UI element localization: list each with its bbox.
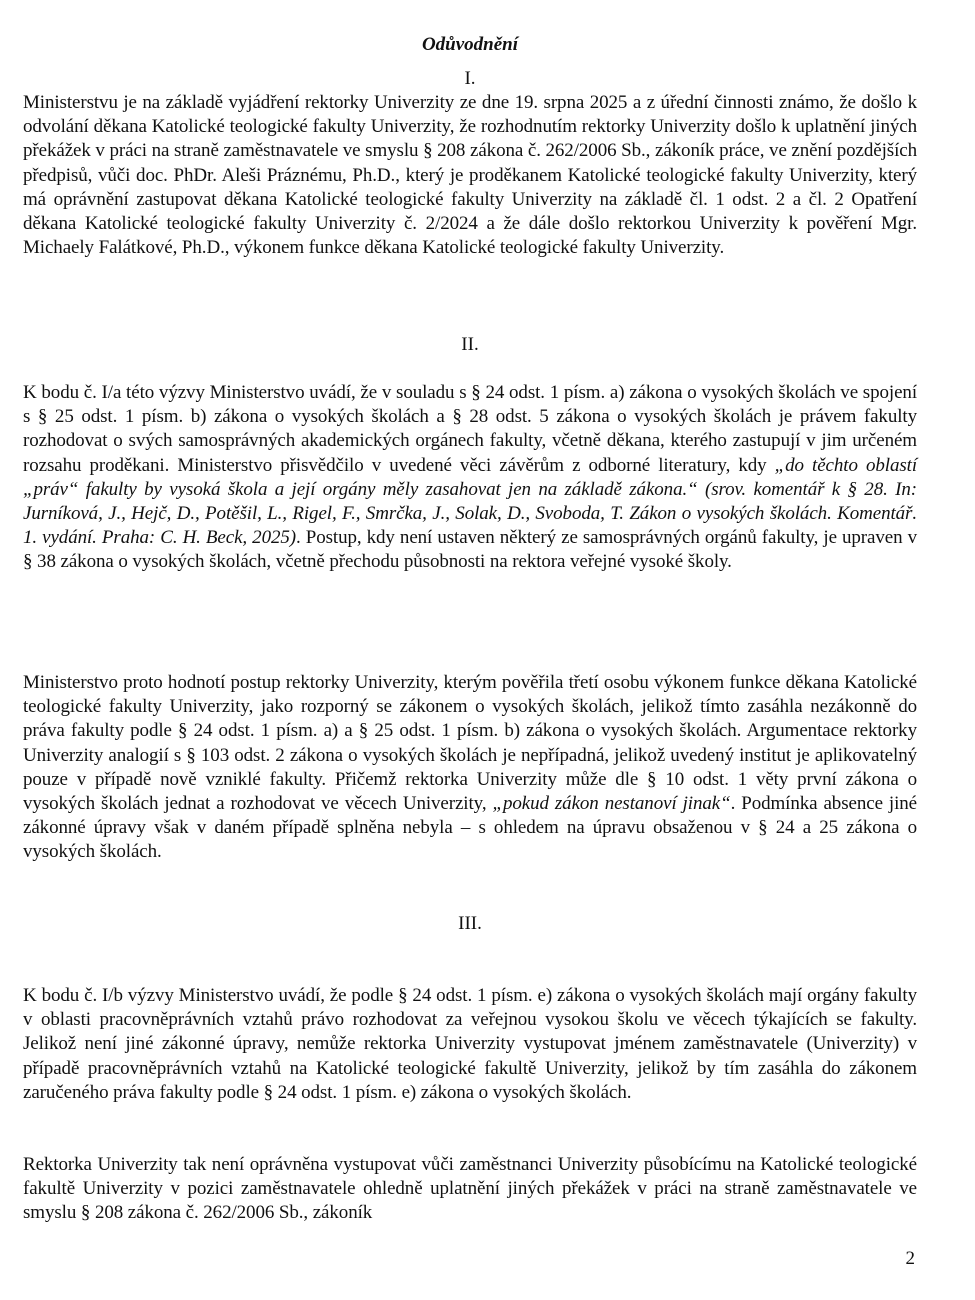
section-2-paragraph-2 <box>23 671 917 865</box>
section-numeral-3: III. <box>458 913 482 934</box>
section-numeral-2: II. <box>461 334 479 355</box>
paragraph-text: K bodu č. I/a této výzvy Ministerstvo uvádí, že v souladu s § 24 odst. 1 písm. a) zákona o vysokých školách ve spojení s § 25 odst. 1 písm. b) zákona o vysokých školách a § 28 odst. 5 zákona o vysokých školách je právem fakulty rozhodovat o svých samosprávných akademických orgánech fakulty, včetně děkana, kterého zastupují v jim určeném rozsahu proděkani. Ministerstvo přisvědčilo v uvedené věci závěrům z odborné literatury, kdy <box>23 382 917 476</box>
paragraph-text: Ministerstvo proto hodnotí postup rektorky Univerzity, kterým pověřila třetí osobu výkonem funkce děkana Katolické teologické fakulty Univerzity, jako rozporný se zákonem o vysokých školách, jelikož tímto zasáhla nezákonně do práva fakulty podle § 24 odst. 1 písm. a) a § 25 odst. 1 písm. b) zákona o vysokých školách. Argumentace rektorky Univerzity analogií s § 103 odst. 2 zákona o vysokých školách je nepřípadná, jelikož uvedený institut je aplikovatelný pouze v případě nově vzniklé fakulty. Přičemž rektorka Univerzity může dle § 10 odst. 1 věty první zákona o vysokých školách jednat a rozhodovat ve věcech Univerzity, <box>23 672 917 815</box>
section-numeral-1: I. <box>464 68 476 89</box>
paragraph-text: K bodu č. I/b výzvy Ministerstvo uvádí, že podle § 24 odst. 1 písm. e) zákona o vysokých školách mají orgány fakulty v oblasti pracovněprávních vztahů právo rozhodovat za veřejnou vysokou školu ve věcech týkajících se fakulty. Jelikož není jiné zákonné úpravy, nemůže rektorka Univerzity vystupovat jménem zaměstnavatele (Univerzity) v případě pracovněprávních vztahů na Katolické teologické fakultě Univerzity, jelikož by tím zasáhla do zákonem zaručeného práva fakulty podle § 24 odst. 1 písm. e) zákona o vysokých školách. <box>23 985 917 1103</box>
paragraph-text: Ministerstvu je na základě vyjádření rektorky Univerzity ze dne 19. srpna 2025 a z úřední činnosti známo, že došlo k odvolání děkana Katolické teologické fakulty Univerzity, že rozhodnutím rektorky Univerzity došlo k uplatnění jiných překážek v práci na straně zaměstnavatele ve smyslu § 208 zákona č. 262/2006 Sb., zákoník práce, ve znění pozdějších předpisů, vůči doc. PhDr. Aleši Práznému, Ph.D., který je proděkanem Katolické teologické fakulty Univerzity, který má oprávnění zastupovat děkana Katolické teologické fakulty Univerzity na základě čl. 1 odst. 2 a čl. 2 Opatření děkana Katolické teologické fakulty Univerzity č. 2/2024 a že dále došlo rektorkou Univerzity k pověření Mgr. Michaely Falátkové, Ph.D., výkonem funkce děkana Katolické teologické fakulty Univerzity. <box>23 92 917 259</box>
section-3-paragraph-2 <box>23 1153 917 1226</box>
law-quote: „pokud zákon nestanoví jinak“ <box>492 793 731 815</box>
paragraph-text: Rektorka Univerzity tak není oprávněna vystupovat vůči zaměstnanci Univerzity působícímu na Katolické teologické fakultě Univerzity v pozici zaměstnavatele ohledně uplatnění jiných překážek v práci na straně zaměstnavatele ve smyslu § 208 zákona č. 262/2006 Sb., zákoník <box>23 1154 917 1224</box>
section-1-paragraph-1 <box>23 91 917 260</box>
page-number: 2 <box>905 1248 915 1269</box>
section-2-paragraph-1 <box>23 381 917 575</box>
paragraph-text: . Postup, kdy není ustaven některý ze samosprávných orgánů fakulty, je upraven v § 38 zákona o vysokých školách, včetně přechodu působnosti na rektora veřejné vysoké školy. <box>23 527 917 573</box>
section-3-paragraph-1 <box>23 984 917 1105</box>
literature-quote: „do těchto oblastí „práv“ fakulty by vysoká škola a její orgány měly zasahovat jen na základě zákona.“ (srov. komentář k § 28. In: Jurníková, J., Hejč, D., Potěšil, L., Rigel, F., Smrčka, J., Solak, D., Svoboda, T. Zákon o vysokých školách. Komentář. 1. vydání. Praha: C. H. Beck, 2025) <box>23 454 918 549</box>
paragraph-text: . Podmínka absence jiné zákonné úpravy však v daném případě splněna nebyla – s ohledem na úpravu obsaženou v § 24 a 25 zákona o vysokých školách. <box>23 793 917 863</box>
document-title: Odůvodnění <box>421 34 519 55</box>
